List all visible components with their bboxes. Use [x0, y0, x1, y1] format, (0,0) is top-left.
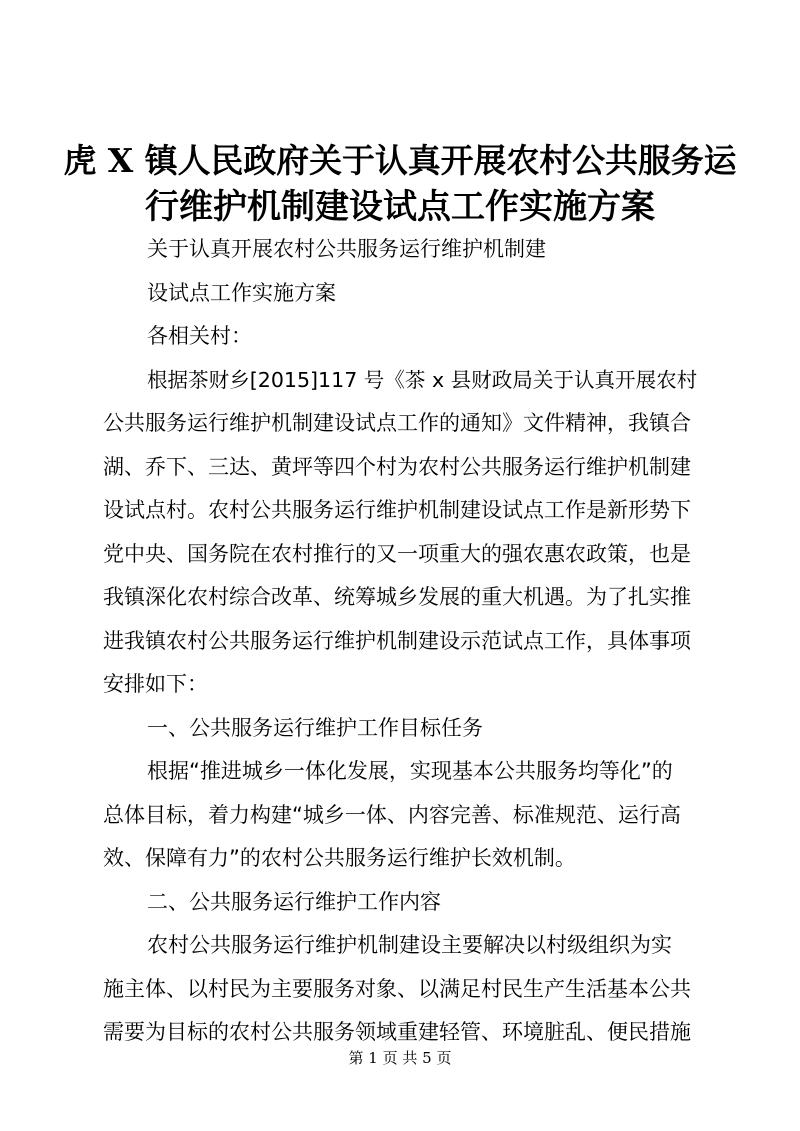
- body-line: 效、保障有力”的农村公共服务运行维护长效机制。: [103, 846, 576, 870]
- body-line: 需要为目标的农村公共服务领域重建轻管、环境脏乱、便民措施: [103, 1020, 691, 1044]
- body-line: 设试点村。农村公共服务运行维护机制建设试点工作是新形势下: [103, 498, 691, 522]
- body-line: 各相关村：: [147, 324, 252, 348]
- body-line: 公共服务运行维护机制建设试点工作的通知》文件精神，我镇合: [103, 411, 691, 435]
- body-line: 总体目标，着力构建“城乡一体、内容完善、标准规范、运行高: [103, 802, 681, 827]
- page-footer: 第 1 页 共 5 页: [348, 1049, 452, 1067]
- body-line: 关于认真开展农村公共服务运行维护机制建: [147, 237, 546, 261]
- body-line: 安排如下：: [103, 672, 208, 696]
- body-line: 设试点工作实施方案: [147, 280, 336, 305]
- body-line: 一、公共服务运行维护工作目标任务: [147, 715, 483, 740]
- body-line: 党中央、国务院在农村推行的又一项重大的强农惠农政策，也是: [103, 541, 691, 566]
- body-line: 根据茶财乡[2015]117 号《茶 x 县财政局关于认真开展农村: [147, 367, 698, 392]
- body-line: 根据“推进城乡一体化发展，实现基本公共服务均等化”的: [147, 759, 673, 783]
- document-body: [103, 228, 703, 1055]
- title-line-2: 行维护机制建设试点工作实施方案: [145, 187, 655, 227]
- title-line-1: 虎 X 镇人民政府关于认真开展农村公共服务运: [63, 141, 737, 180]
- body-line: 进我镇农村公共服务运行维护机制建设示范试点工作，具体事项: [103, 628, 691, 653]
- document-title: [60, 138, 740, 230]
- body-line: 我镇深化农村综合改革、统筹城乡发展的重大机遇。为了扎实推: [103, 585, 691, 609]
- body-line: 农村公共服务运行维护机制建设主要解决以村级组织为实: [147, 933, 672, 957]
- body-line: 施主体、以村民为主要服务对象、以满足村民生产生活基本公共: [103, 976, 691, 1001]
- body-line: 二、公共服务运行维护工作内容: [147, 889, 441, 914]
- body-line: 湖、乔下、三达、黄坪等四个村为农村公共服务运行维护机制建: [103, 454, 691, 479]
